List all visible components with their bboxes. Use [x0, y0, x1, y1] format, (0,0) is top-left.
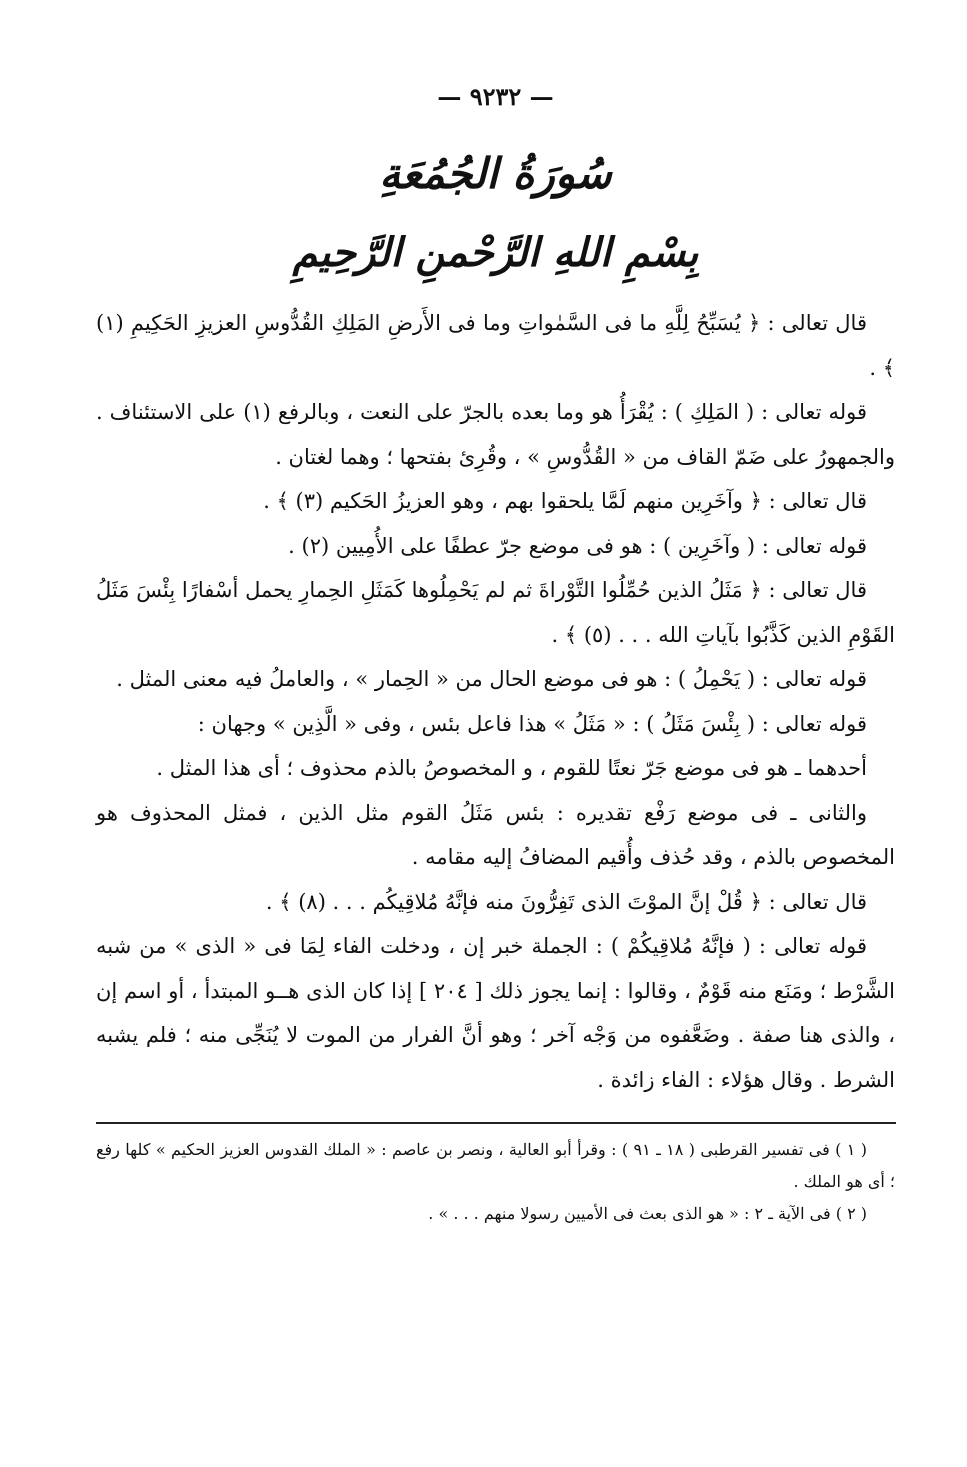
footnotes — [96, 1134, 895, 1230]
paragraph: قال تعالى : ﴿ وآخَرِين منهم لَمَّا يلحقوا بهم ، وهو العزيزُ الحَكيم (٣) ﴾ . — [263, 489, 867, 514]
surah-title: سُورَةُ الجُمُعَةِ — [379, 149, 612, 198]
paragraph: قوله تعالى : ( يَحْمِلُ ) : هو فى موضع الحال من « الحِمار » ، والعاملُ فيه معنى المثل . — [116, 667, 867, 692]
footnote-divider — [96, 1122, 896, 1124]
paragraph: قوله تعالى : ( بِئْسَ مَثَلُ ) : « مَثَلُ » هذا فاعل بئس ، وفى « الَّذِين » وجهان : — [197, 711, 867, 736]
footnote: ( ١ ) فى تفسير القرطبى ( ١٨ ـ ٩١ ) : وقرأ أبو العالية ، ونصر بن عاصم : « الملك القدوس العزيز الحكيم » كلها رفع ؛ أى هو الملك . — [96, 1140, 895, 1192]
paragraph: أحدهما ـ هو فى موضع جَرّ نعتًا للقوم ، و المخصوصُ بالذم محذوف ؛ أى هذا المثل . — [156, 756, 867, 781]
paragraph: قوله تعالى : ( المَلِكِ ) : يُقْرَأُ هو وما بعده بالجرّ على النعت ، وبالرفع (١) على الاستئناف . والجمهورُ على ضَمّ القاف من « القُدُّوسِ » ، وقُرِئ بفتحها ؛ وهما لغتان . — [96, 400, 895, 469]
page-number: — ٩٢٣٢ — — [437, 82, 554, 111]
paragraph: والثانى ـ فى موضع رَفْع تقديره : بئس مَثَلُ القوم مثل الذين ، فمثل المحذوف هو المخصوص بالذم ، وقد حُذف وأُقيم المضافُ إليه مقامه . — [96, 800, 895, 870]
body-text — [96, 301, 895, 1102]
paragraph: قوله تعالى : ( وآخَرِين ) : هو فى موضع جرّ عطفًا على الأُمِيين (٢) . — [288, 533, 867, 558]
paragraph: قال تعالى : ﴿ مَثَلُ الذين حُمِّلُوا التَّوْراةَ ثم لم يَحْمِلُوها كَمَثَلِ الحِمارِ يحمل أسْفارًا بِئْسَ مَثَلُ القَوْمِ الذين كَذَّبُوا بآياتِ الله . . . (٥) ﴾ . — [96, 578, 895, 647]
footnote: ( ٢ ) فى الآية ـ ٢ : « هو الذى بعث فى الأميين رسولا منهم . . . » . — [428, 1204, 867, 1224]
paragraph: قال تعالى : ﴿ يُسَبِّحُ لِلَّهِ ما فى السَّمٰواتِ وما فى الأَرضِ المَلِكِ القُدُّوسِ العزيزِ الحَكِيمِ (١) ﴾ . — [96, 311, 895, 380]
paragraph: قال تعالى : ﴿ قُلْ إنَّ الموْتَ الذى تَفِرُّونَ منه فإنَّهُ مُلاقِيكُم . . . (٨) ﴾ . — [265, 889, 867, 914]
basmala: بِسْمِ اللهِ الرَّحْمنِ الرَّحِيمِ — [292, 229, 699, 277]
paragraph: قوله تعالى : ( فإنَّهُ مُلاقِيكُمْ ) : الجملة خبر إن ، ودخلت الفاء لِمَا فى « الذى » من شبه الشَّرْط ؛ ومَنَع منه قَوْمٌ ، وقالوا : إنما يجوز ذلك [ ٢٠٤ ] إذا كان الذى هــو المبتدأ ، أو اسم إن ، والذى هنا صفة . وضَعَّفوه من وَجْه آخر ؛ وهو أنَّ الفرار من الموت لا يُنَجِّى منه ؛ فلم يشبه الشرط . وقال هؤلاء : الفاء زائدة . — [96, 934, 895, 1092]
